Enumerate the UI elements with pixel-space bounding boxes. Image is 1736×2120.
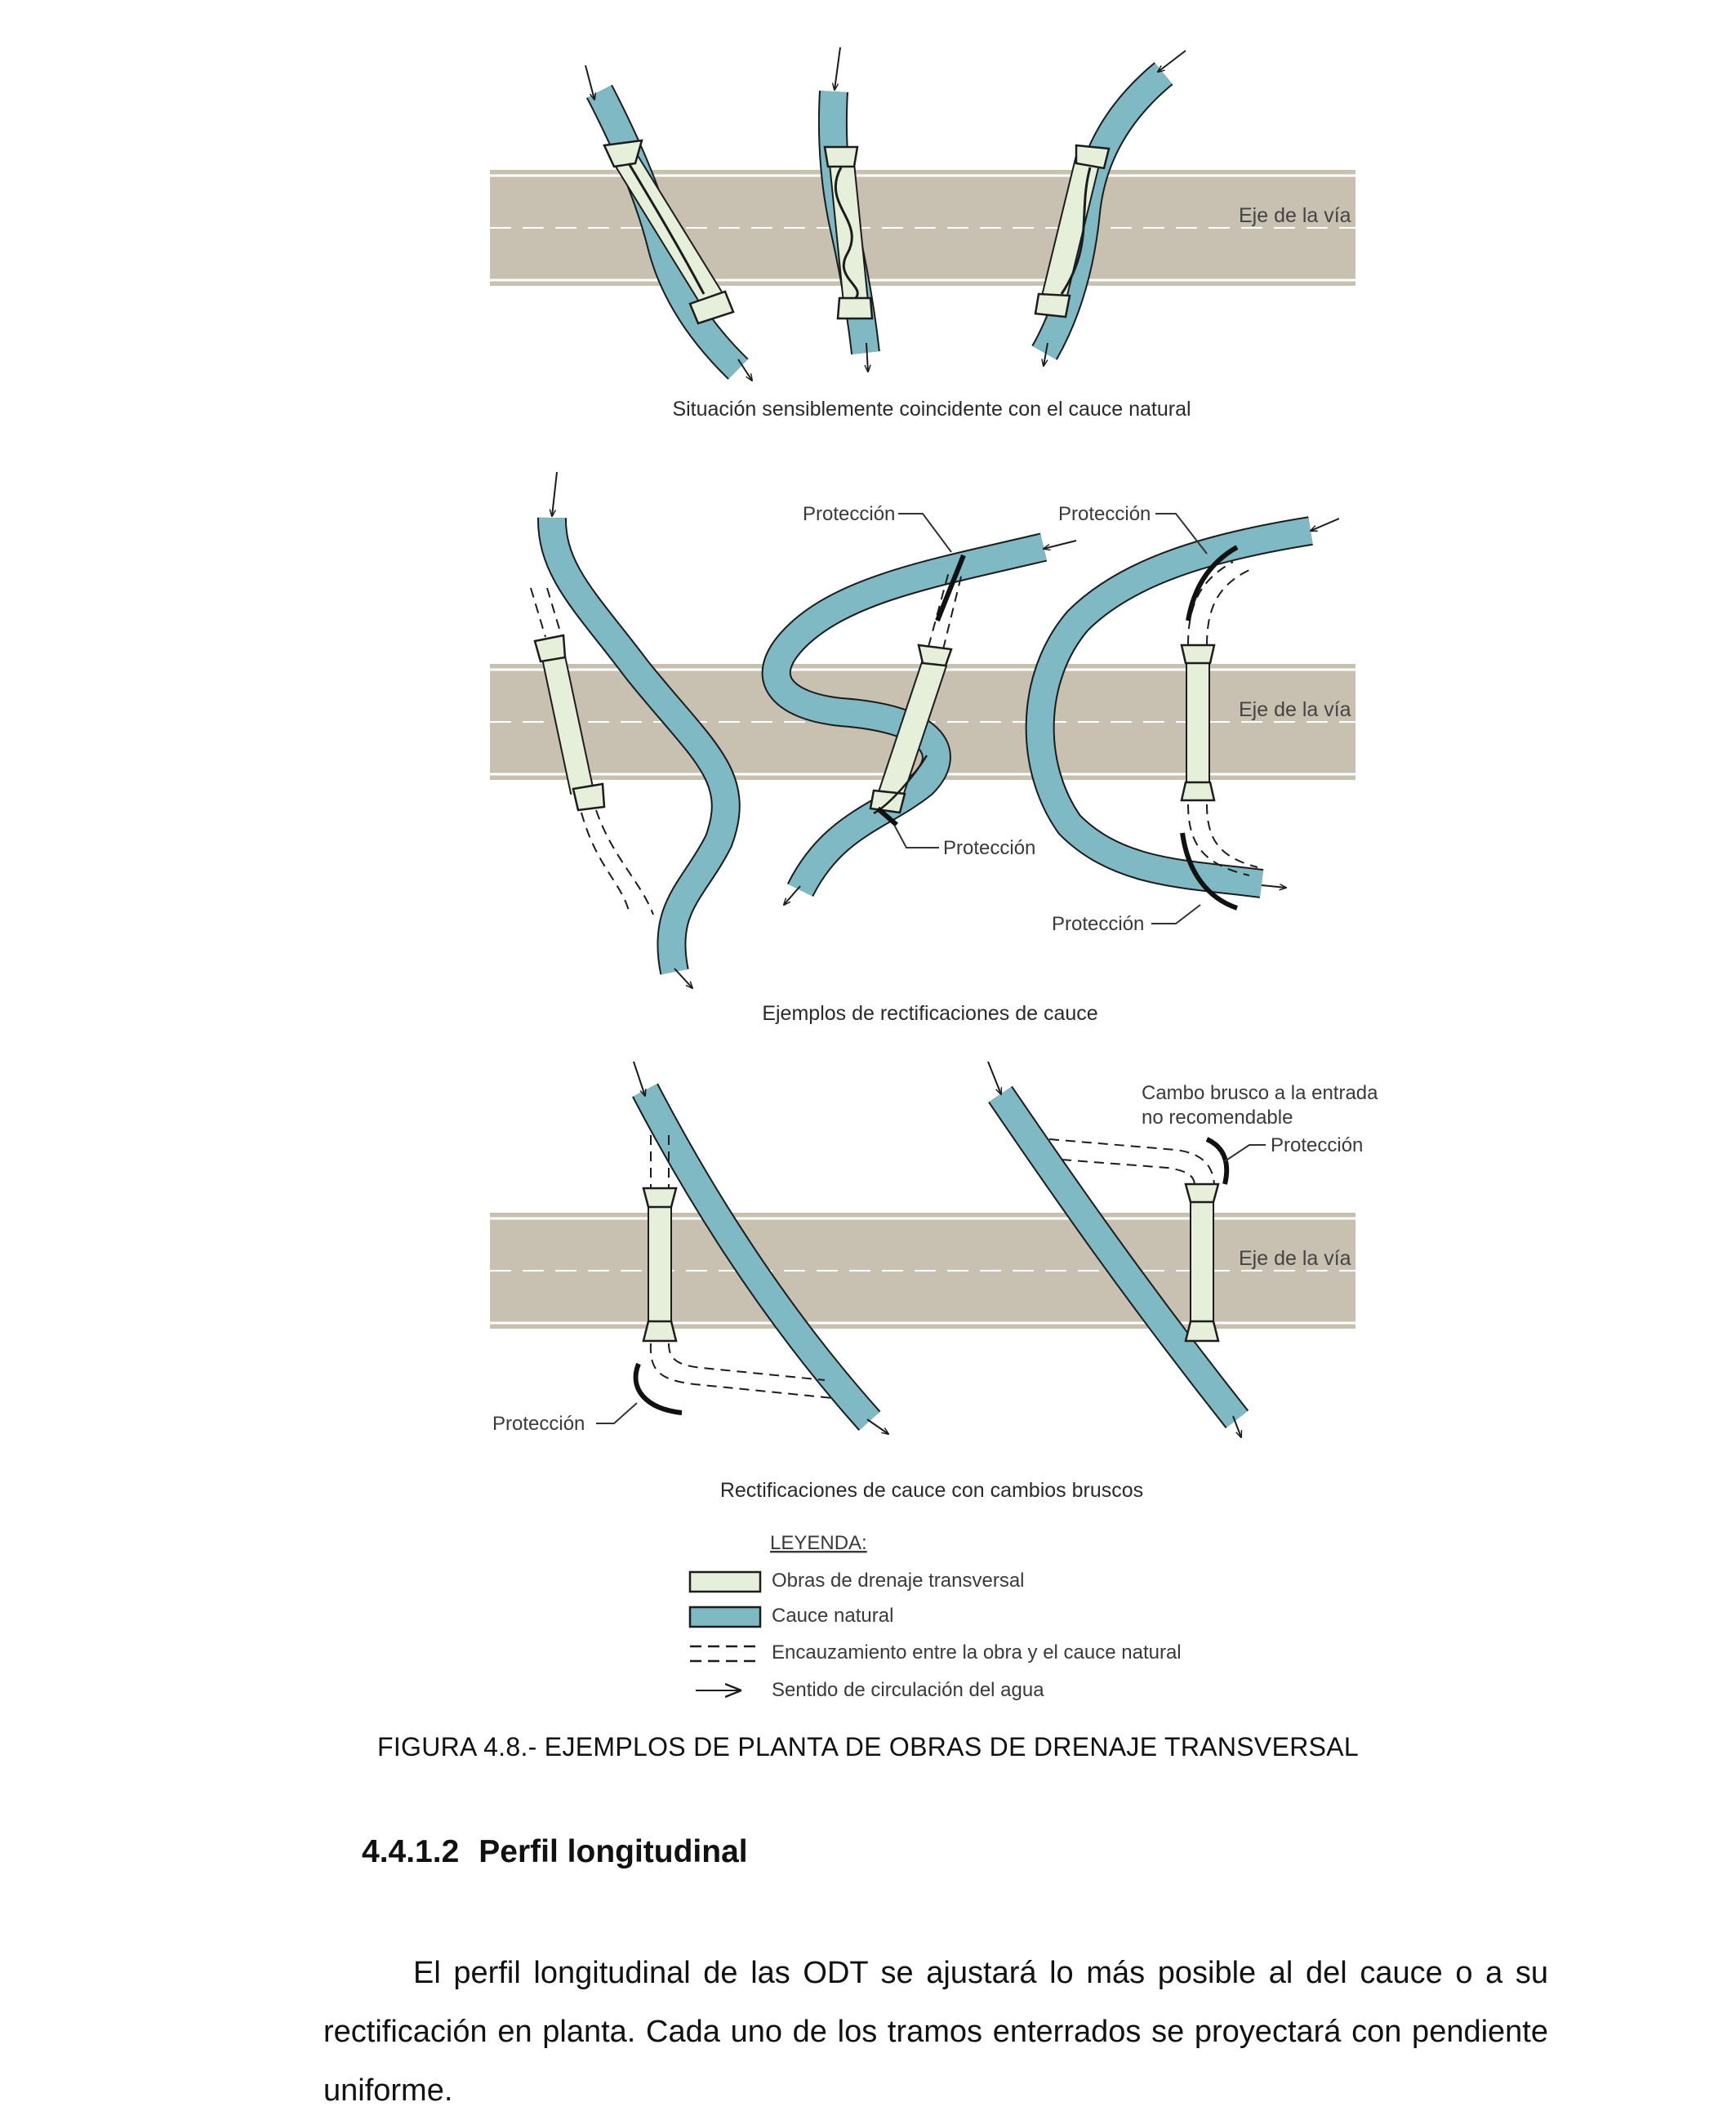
protection-label-3: Protección [943,837,1036,859]
warning-label-line2: no recomendable [1142,1107,1293,1129]
protection-label-1: Protección [803,503,896,525]
road-axis-label-2: Eje de la vía [1239,698,1351,721]
road-axis-label-3: Eje de la vía [1239,1247,1351,1270]
row3-caption: Rectificaciones de cauce con cambios bruscos [719,1479,1144,1502]
legend [690,1532,1182,1701]
protection-label-5: Protección [1271,1134,1364,1156]
figure-caption: FIGURA 4.8.- EJEMPLOS DE PLANTA DE OBRAS DE DRENAJE TRANSVERSAL [376,1732,1360,1761]
legend-label-arrow: Sentido de circulación del agua [772,1679,1044,1701]
protection-label-6: Protección [492,1413,585,1435]
road-row-1 [490,170,1355,286]
row2-caption: Ejemplos de rectificaciones de cauce [762,1002,1098,1025]
legend-label-channel: Cauce natural [772,1605,894,1627]
road-axis-label-1: Eje de la vía [1239,204,1351,227]
body-paragraph: El perfil longitudinal de las ODT se ajustará lo más posible al del cauce o a su rectificación en planta. Cada uno de los tramos enterrados se proyectará con pendiente uniforme. [323,1956,1548,2108]
section-heading [362,1834,768,1870]
section-title: Perfil longitudinal [479,1834,748,1869]
row1-caption: Situación sensiblemente coincidente con el cauce natural [672,398,1191,421]
legend-title: LEYENDA: [770,1532,867,1554]
protection-label-4: Protección [1052,913,1145,935]
legend-label-culvert: Obras de drenaje transversal [772,1570,1025,1592]
channel-swatch-icon [690,1607,760,1627]
culvert-swatch-icon [690,1572,760,1592]
section-number: 4.4.1.2 [362,1834,460,1869]
legend-label-dashed: Encauzamiento entre la obra y el cauce natural [772,1641,1182,1663]
protection-label-2: Protección [1058,503,1151,525]
warning-label-line1: Cambo brusco a la entrada [1142,1082,1378,1104]
road-row-3 [490,1213,1355,1329]
dashed-lines-icon [690,1646,760,1661]
